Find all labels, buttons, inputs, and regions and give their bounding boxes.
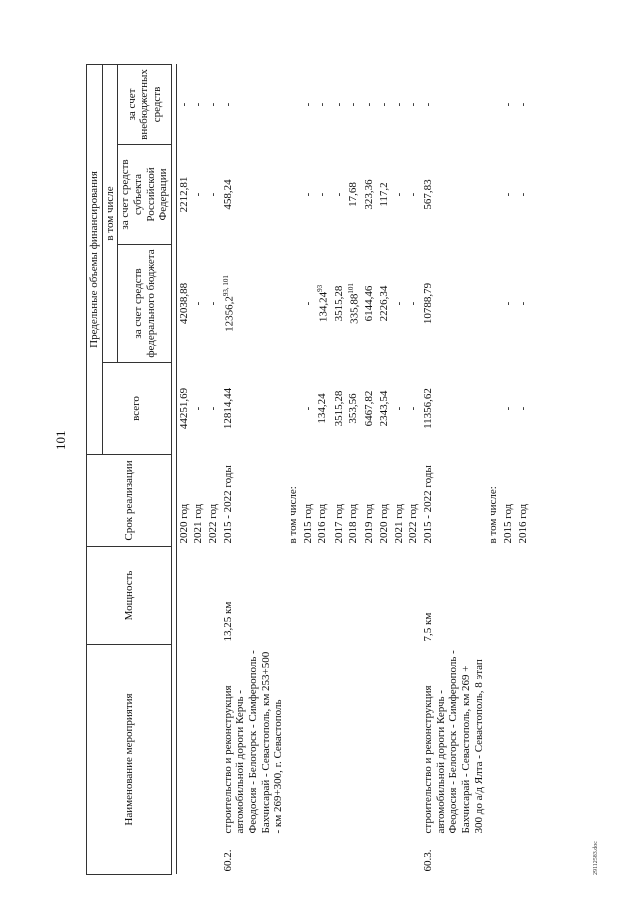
footer-code: 29112583.doc xyxy=(593,841,599,875)
footnote-ref: 101 xyxy=(347,283,356,294)
row-total-text: 12814,44 xyxy=(221,387,234,430)
row-federal xyxy=(286,245,301,363)
row-extra-text: - xyxy=(301,102,314,107)
row-period xyxy=(301,455,316,547)
row-period-text: 2021 год xyxy=(192,503,205,544)
row-total-text: 3515,28 xyxy=(332,390,345,427)
header-including: в том числе xyxy=(102,64,118,362)
row-regional xyxy=(501,145,516,245)
row-federal-text: - xyxy=(207,301,220,306)
row-number xyxy=(392,837,407,875)
row-number xyxy=(362,837,377,875)
row-regional-text: 17,68 xyxy=(347,182,360,207)
funding-table xyxy=(86,64,530,875)
row-federal xyxy=(332,245,347,363)
row-capacity xyxy=(191,547,206,645)
row-capacity xyxy=(501,547,516,645)
row-period xyxy=(516,455,531,547)
row-extra xyxy=(406,64,421,144)
row-federal-text: - xyxy=(407,301,420,306)
table-row xyxy=(516,64,531,874)
row-period xyxy=(346,455,362,547)
row-regional-text: - xyxy=(392,192,405,197)
table-row xyxy=(332,64,347,874)
row-name xyxy=(346,645,362,837)
row-regional-text: - xyxy=(316,192,329,197)
row-total xyxy=(486,363,501,455)
row-extra xyxy=(332,64,347,144)
table-row xyxy=(392,64,407,874)
row-extra xyxy=(206,64,221,144)
row-extra-text: - xyxy=(516,102,529,107)
row-extra xyxy=(301,64,316,144)
row-extra-text: - xyxy=(207,102,220,107)
row-federal-text: - xyxy=(301,301,314,306)
row-federal-text: 10788,79 xyxy=(422,282,435,325)
row-number xyxy=(206,837,221,875)
row-period-text: 2020 год xyxy=(177,503,190,544)
header-regional: за счет средств субъекта Российской Федерации xyxy=(118,145,172,245)
header-federal: за счет средств федерального бюджета xyxy=(118,245,172,363)
row-extra-text: - xyxy=(407,102,420,107)
row-extra xyxy=(315,64,331,144)
row-federal-text: 12356,2 xyxy=(223,296,236,332)
row-federal xyxy=(406,245,421,363)
table-body xyxy=(171,64,530,874)
row-extra xyxy=(501,64,516,144)
row-regional xyxy=(362,145,377,245)
row-extra xyxy=(516,64,531,144)
table-row xyxy=(315,64,331,874)
header-extra: за счет внебюджетных средств xyxy=(118,64,172,144)
row-extra-text: - xyxy=(192,102,205,107)
row-total xyxy=(406,363,421,455)
row-capacity xyxy=(176,547,191,645)
row-number xyxy=(516,837,531,875)
table-row xyxy=(362,64,377,874)
row-federal-text: 3515,28 xyxy=(332,285,345,322)
row-name xyxy=(191,645,206,837)
row-regional xyxy=(206,145,221,245)
row-name xyxy=(176,645,191,837)
table-row xyxy=(486,64,501,874)
row-period-text: 2017 год xyxy=(332,503,345,544)
row-total xyxy=(501,363,516,455)
header-funding-group: Предельные объемы финансирования xyxy=(87,64,103,454)
row-capacity xyxy=(486,547,501,645)
row-name xyxy=(301,645,316,837)
table-row xyxy=(176,64,191,874)
row-regional-text: - xyxy=(332,192,345,197)
row-number xyxy=(301,837,316,875)
row-period-text: 2016 год xyxy=(516,503,529,544)
row-total xyxy=(206,363,221,455)
row-total-text: 134,24 xyxy=(316,393,329,424)
row-period xyxy=(486,455,501,547)
row-total xyxy=(421,363,486,455)
row-name xyxy=(406,645,421,837)
row-capacity xyxy=(346,547,362,645)
row-federal xyxy=(176,245,191,363)
row-regional-text: - xyxy=(192,192,205,197)
row-regional-text: 567,83 xyxy=(422,179,435,210)
row-federal xyxy=(362,245,377,363)
row-name xyxy=(486,645,501,837)
row-total xyxy=(377,363,392,455)
row-period-text: 2021 год xyxy=(392,503,405,544)
row-number-text: 60.2. xyxy=(221,849,234,872)
row-total xyxy=(346,363,362,455)
row-extra-text: - xyxy=(332,102,345,107)
row-period xyxy=(315,455,331,547)
row-total-text: 11356,62 xyxy=(422,388,435,429)
row-capacity xyxy=(406,547,421,645)
row-capacity xyxy=(332,547,347,645)
row-federal-text: 134,24 xyxy=(317,291,330,323)
row-extra xyxy=(486,64,501,144)
row-regional-text: - xyxy=(501,192,514,197)
row-capacity xyxy=(221,547,286,645)
row-number-text: 60.3. xyxy=(422,849,435,872)
row-total-text: - xyxy=(516,406,529,411)
row-extra-text: - xyxy=(422,102,435,107)
row-extra xyxy=(346,64,362,144)
header-name: Наименование мероприятия xyxy=(87,645,172,875)
row-extra xyxy=(362,64,377,144)
row-federal-text: - xyxy=(192,301,205,306)
row-regional xyxy=(377,145,392,245)
row-extra xyxy=(221,64,286,144)
row-extra xyxy=(377,64,392,144)
row-capacity xyxy=(516,547,531,645)
rotated-page-content xyxy=(38,60,608,880)
row-total xyxy=(516,363,531,455)
row-total-text: 44251,69 xyxy=(177,387,190,430)
row-regional-text: - xyxy=(407,192,420,197)
row-name xyxy=(377,645,392,837)
row-total xyxy=(301,363,316,455)
row-number xyxy=(315,837,331,875)
header-capacity: Мощность xyxy=(87,547,172,645)
page-number: 101 xyxy=(53,430,68,450)
row-name xyxy=(421,645,486,837)
row-extra-text: - xyxy=(392,102,405,107)
row-number xyxy=(332,837,347,875)
row-period-text: 2015 год xyxy=(301,503,314,544)
row-number xyxy=(286,837,301,875)
table-row xyxy=(501,64,516,874)
row-period xyxy=(332,455,347,547)
row-regional xyxy=(315,145,331,245)
row-number xyxy=(191,837,206,875)
row-regional xyxy=(221,145,286,245)
row-regional xyxy=(406,145,421,245)
row-period xyxy=(176,455,191,547)
row-period-text: 2019 год xyxy=(363,503,376,544)
row-number xyxy=(406,837,421,875)
row-federal xyxy=(301,245,316,363)
row-federal-text: - xyxy=(501,301,514,306)
table-row xyxy=(421,64,486,874)
row-total xyxy=(286,363,301,455)
row-total-text: - xyxy=(501,406,514,411)
row-regional-text: 458,24 xyxy=(221,179,234,210)
row-name xyxy=(501,645,516,837)
row-total-text: 2343,54 xyxy=(378,390,391,427)
row-extra-text: - xyxy=(347,102,360,107)
row-extra-text: - xyxy=(221,102,234,107)
row-federal xyxy=(392,245,407,363)
row-federal xyxy=(206,245,221,363)
row-name xyxy=(362,645,377,837)
row-name xyxy=(206,645,221,837)
row-regional xyxy=(286,145,301,245)
row-period xyxy=(421,455,486,547)
row-extra-text: - xyxy=(363,102,376,107)
row-period-text: 2018 год xyxy=(347,503,360,544)
row-total-text: - xyxy=(301,406,314,411)
row-extra-text: - xyxy=(501,102,514,107)
row-name-text: строительство и реконструкция автомобильной дороги Керчь - Феодосия - Белогорск - Симферополь - Бахчисарай - Севастополь, км 269 + 300 до а/д Ялта - Севастополь, 8 этап xyxy=(422,650,485,834)
row-number xyxy=(176,837,191,875)
row-period xyxy=(286,455,301,547)
row-total xyxy=(221,363,286,455)
table-row xyxy=(206,64,221,874)
row-regional-text: - xyxy=(301,192,314,197)
row-number xyxy=(377,837,392,875)
row-period-text: 2015 год xyxy=(501,503,514,544)
row-period xyxy=(392,455,407,547)
row-capacity xyxy=(421,547,486,645)
row-total-text: - xyxy=(207,406,220,411)
row-period-text: 2015 - 2022 годы xyxy=(422,465,435,544)
row-period xyxy=(501,455,516,547)
row-number xyxy=(421,837,486,875)
table-row xyxy=(346,64,362,874)
row-total xyxy=(362,363,377,455)
row-extra-text: - xyxy=(177,102,190,107)
row-total-text: - xyxy=(407,406,420,411)
row-extra-text: - xyxy=(378,102,391,107)
table-row xyxy=(406,64,421,874)
row-federal xyxy=(346,245,362,363)
row-capacity xyxy=(286,547,301,645)
row-federal-text: - xyxy=(516,301,529,306)
table-row xyxy=(191,64,206,874)
row-federal xyxy=(421,245,486,363)
row-capacity-text: 7,5 км xyxy=(422,612,435,642)
row-extra xyxy=(176,64,191,144)
row-total-text: 353,56 xyxy=(347,393,360,424)
row-regional xyxy=(191,145,206,245)
row-period xyxy=(191,455,206,547)
row-federal-text: 335,88 xyxy=(348,293,361,324)
row-regional-text: - xyxy=(516,192,529,197)
row-extra xyxy=(421,64,486,144)
row-period xyxy=(406,455,421,547)
row-period xyxy=(221,455,286,547)
row-number xyxy=(346,837,362,875)
row-regional xyxy=(346,145,362,245)
row-regional xyxy=(516,145,531,245)
table-row xyxy=(377,64,392,874)
row-total xyxy=(315,363,331,455)
table-row xyxy=(286,64,301,874)
row-period-text: 2022 год xyxy=(407,503,420,544)
row-federal xyxy=(516,245,531,363)
row-name xyxy=(392,645,407,837)
row-regional xyxy=(176,145,191,245)
row-capacity xyxy=(377,547,392,645)
row-number xyxy=(221,837,286,875)
row-extra-text: - xyxy=(316,102,329,107)
row-federal xyxy=(486,245,501,363)
row-federal xyxy=(377,245,392,363)
row-regional-text: 2212,81 xyxy=(177,176,190,213)
row-regional xyxy=(332,145,347,245)
footnote-ref: 93, 101 xyxy=(221,275,230,297)
row-federal-text: 42038,88 xyxy=(177,282,190,325)
row-regional-text: 323,36 xyxy=(363,179,376,210)
header-total: всего xyxy=(102,363,171,455)
row-period xyxy=(362,455,377,547)
row-name xyxy=(315,645,331,837)
row-regional xyxy=(301,145,316,245)
row-regional xyxy=(486,145,501,245)
row-total-text: - xyxy=(392,406,405,411)
row-capacity-text: 13,25 км xyxy=(221,601,234,642)
row-period-text: 2022 год xyxy=(207,503,220,544)
row-number xyxy=(501,837,516,875)
row-total-text: 6467,82 xyxy=(363,390,376,427)
row-name xyxy=(516,645,531,837)
row-regional-text: - xyxy=(207,192,220,197)
row-total xyxy=(176,363,191,455)
row-regional-text: 117,2 xyxy=(378,182,391,207)
row-total-text: - xyxy=(192,406,205,411)
row-name-text: строительство и реконструкция автомобильной дороги Керчь - Феодосия - Белогорск - Симферополь - Бахчисарай - Севастополь, км 253+500 - км 269+300, г. Севастополь xyxy=(221,650,285,834)
row-federal-text: - xyxy=(392,301,405,306)
row-total xyxy=(332,363,347,455)
row-name xyxy=(221,645,286,837)
row-period-text: 2020 год xyxy=(378,503,391,544)
row-federal-text: 6144,46 xyxy=(363,285,376,322)
row-federal-text: 2226,34 xyxy=(378,285,391,322)
footnote-ref: 93 xyxy=(316,284,325,292)
row-total xyxy=(392,363,407,455)
row-capacity xyxy=(362,547,377,645)
row-name xyxy=(286,645,301,837)
table-row xyxy=(221,64,286,874)
row-capacity xyxy=(392,547,407,645)
row-period-text: в том числе: xyxy=(286,486,299,544)
table-row xyxy=(301,64,316,874)
row-period xyxy=(206,455,221,547)
row-regional xyxy=(392,145,407,245)
row-regional xyxy=(421,145,486,245)
row-federal xyxy=(191,245,206,363)
row-total xyxy=(191,363,206,455)
row-extra xyxy=(286,64,301,144)
header-period: Срок реализации xyxy=(87,455,172,547)
row-capacity xyxy=(315,547,331,645)
row-period-text: в том числе: xyxy=(487,486,500,544)
row-capacity xyxy=(301,547,316,645)
row-period-text: 2015 - 2022 годы xyxy=(221,465,234,544)
row-capacity xyxy=(206,547,221,645)
row-extra xyxy=(392,64,407,144)
row-extra xyxy=(191,64,206,144)
row-period-text: 2016 год xyxy=(316,503,329,544)
row-period xyxy=(377,455,392,547)
row-name xyxy=(332,645,347,837)
row-federal xyxy=(501,245,516,363)
row-federal xyxy=(221,245,286,363)
row-federal xyxy=(315,245,331,363)
row-number xyxy=(486,837,501,875)
